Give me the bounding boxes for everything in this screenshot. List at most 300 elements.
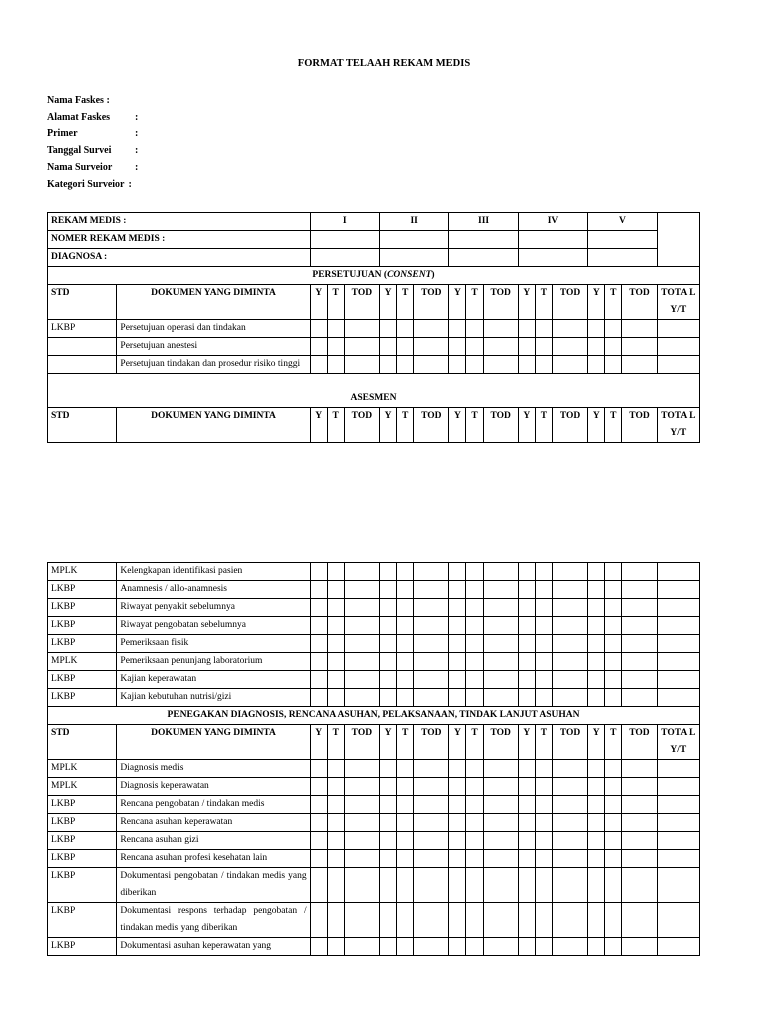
score-cell-y[interactable] [518, 689, 535, 707]
score-cell-t[interactable] [605, 850, 622, 868]
score-cell-y[interactable] [518, 850, 535, 868]
score-cell-y[interactable] [310, 635, 327, 653]
score-cell-y[interactable] [310, 599, 327, 617]
score-cell-t[interactable] [466, 356, 483, 374]
score-cell-y[interactable] [310, 938, 327, 956]
score-cell-t[interactable] [327, 868, 344, 903]
score-cell-tod[interactable] [622, 868, 657, 903]
score-cell-t[interactable] [327, 320, 344, 338]
score-cell-y[interactable] [310, 832, 327, 850]
score-cell-tod[interactable] [622, 760, 657, 778]
score-cell-tod[interactable] [483, 938, 518, 956]
score-cell-y[interactable] [310, 814, 327, 832]
score-cell-t[interactable] [466, 760, 483, 778]
score-cell-y[interactable] [379, 581, 396, 599]
score-cell-tod[interactable] [552, 320, 587, 338]
score-cell-y[interactable] [449, 671, 466, 689]
score-cell-y[interactable] [518, 320, 535, 338]
score-cell-t[interactable] [605, 617, 622, 635]
score-cell-t[interactable] [605, 868, 622, 903]
score-cell-y[interactable] [379, 689, 396, 707]
score-cell-y[interactable] [449, 320, 466, 338]
score-cell-t[interactable] [397, 635, 414, 653]
score-cell-y[interactable] [518, 653, 535, 671]
score-cell-y[interactable] [588, 832, 605, 850]
score-cell-t[interactable] [466, 563, 483, 581]
score-cell-y[interactable] [588, 760, 605, 778]
score-cell-y[interactable] [518, 868, 535, 903]
score-cell-t[interactable] [535, 320, 552, 338]
entry-cell[interactable] [449, 249, 518, 267]
score-cell-total[interactable] [657, 938, 699, 956]
score-cell-tod[interactable] [344, 599, 379, 617]
score-cell-y[interactable] [379, 814, 396, 832]
score-cell-y[interactable] [310, 760, 327, 778]
score-cell-tod[interactable] [414, 356, 449, 374]
score-cell-t[interactable] [327, 850, 344, 868]
score-cell-t[interactable] [327, 635, 344, 653]
score-cell-t[interactable] [605, 796, 622, 814]
entry-cell[interactable] [379, 249, 448, 267]
score-cell-t[interactable] [327, 563, 344, 581]
score-cell-y[interactable] [310, 903, 327, 938]
score-cell-y[interactable] [518, 635, 535, 653]
score-cell-tod[interactable] [344, 903, 379, 938]
score-cell-tod[interactable] [414, 689, 449, 707]
score-cell-t[interactable] [397, 938, 414, 956]
score-cell-tod[interactable] [622, 563, 657, 581]
score-cell-t[interactable] [397, 653, 414, 671]
score-cell-t[interactable] [535, 814, 552, 832]
score-cell-tod[interactable] [344, 796, 379, 814]
score-cell-t[interactable] [535, 689, 552, 707]
score-cell-tod[interactable] [483, 689, 518, 707]
score-cell-tod[interactable] [552, 599, 587, 617]
score-cell-y[interactable] [449, 814, 466, 832]
score-cell-t[interactable] [327, 814, 344, 832]
score-cell-t[interactable] [466, 796, 483, 814]
entry-cell[interactable] [518, 231, 587, 249]
score-cell-t[interactable] [535, 671, 552, 689]
score-cell-tod[interactable] [552, 689, 587, 707]
score-cell-tod[interactable] [414, 671, 449, 689]
score-cell-y[interactable] [379, 868, 396, 903]
score-cell-y[interactable] [449, 938, 466, 956]
score-cell-y[interactable] [518, 760, 535, 778]
score-cell-t[interactable] [605, 599, 622, 617]
score-cell-y[interactable] [379, 356, 396, 374]
score-cell-tod[interactable] [483, 832, 518, 850]
score-cell-t[interactable] [397, 617, 414, 635]
score-cell-tod[interactable] [414, 814, 449, 832]
score-cell-tod[interactable] [344, 581, 379, 599]
score-cell-t[interactable] [535, 581, 552, 599]
score-cell-y[interactable] [310, 689, 327, 707]
score-cell-tod[interactable] [622, 320, 657, 338]
score-cell-y[interactable] [379, 338, 396, 356]
score-cell-y[interactable] [588, 868, 605, 903]
score-cell-t[interactable] [327, 581, 344, 599]
score-cell-tod[interactable] [622, 599, 657, 617]
score-cell-t[interactable] [466, 689, 483, 707]
score-cell-t[interactable] [397, 599, 414, 617]
score-cell-tod[interactable] [344, 635, 379, 653]
score-cell-tod[interactable] [552, 617, 587, 635]
score-cell-tod[interactable] [344, 868, 379, 903]
score-cell-t[interactable] [397, 796, 414, 814]
score-cell-y[interactable] [449, 356, 466, 374]
score-cell-tod[interactable] [344, 938, 379, 956]
score-cell-tod[interactable] [552, 635, 587, 653]
score-cell-tod[interactable] [344, 563, 379, 581]
score-cell-tod[interactable] [344, 617, 379, 635]
score-cell-tod[interactable] [552, 832, 587, 850]
score-cell-y[interactable] [379, 671, 396, 689]
score-cell-tod[interactable] [622, 635, 657, 653]
score-cell-total[interactable] [657, 635, 699, 653]
score-cell-t[interactable] [397, 320, 414, 338]
score-cell-tod[interactable] [552, 868, 587, 903]
score-cell-y[interactable] [310, 563, 327, 581]
score-cell-t[interactable] [327, 356, 344, 374]
score-cell-tod[interactable] [414, 778, 449, 796]
score-cell-y[interactable] [588, 356, 605, 374]
score-cell-tod[interactable] [344, 653, 379, 671]
score-cell-tod[interactable] [552, 760, 587, 778]
score-cell-t[interactable] [397, 671, 414, 689]
score-cell-y[interactable] [588, 338, 605, 356]
score-cell-y[interactable] [310, 320, 327, 338]
score-cell-t[interactable] [327, 832, 344, 850]
score-cell-total[interactable] [657, 563, 699, 581]
score-cell-t[interactable] [605, 938, 622, 956]
score-cell-y[interactable] [310, 338, 327, 356]
score-cell-y[interactable] [310, 796, 327, 814]
score-cell-total[interactable] [657, 356, 699, 374]
score-cell-y[interactable] [379, 850, 396, 868]
score-cell-tod[interactable] [622, 796, 657, 814]
score-cell-total[interactable] [657, 653, 699, 671]
score-cell-y[interactable] [310, 850, 327, 868]
score-cell-total[interactable] [657, 832, 699, 850]
score-cell-y[interactable] [588, 796, 605, 814]
score-cell-t[interactable] [466, 635, 483, 653]
score-cell-total[interactable] [657, 868, 699, 903]
score-cell-tod[interactable] [483, 320, 518, 338]
score-cell-y[interactable] [449, 832, 466, 850]
entry-cell[interactable] [518, 249, 587, 267]
entry-cell[interactable] [588, 249, 657, 267]
score-cell-y[interactable] [588, 938, 605, 956]
score-cell-total[interactable] [657, 599, 699, 617]
score-cell-y[interactable] [449, 689, 466, 707]
score-cell-t[interactable] [605, 563, 622, 581]
score-cell-tod[interactable] [414, 868, 449, 903]
score-cell-t[interactable] [397, 356, 414, 374]
score-cell-t[interactable] [466, 868, 483, 903]
score-cell-y[interactable] [449, 850, 466, 868]
score-cell-t[interactable] [397, 832, 414, 850]
score-cell-t[interactable] [466, 850, 483, 868]
score-cell-tod[interactable] [622, 338, 657, 356]
score-cell-total[interactable] [657, 617, 699, 635]
score-cell-t[interactable] [605, 814, 622, 832]
score-cell-tod[interactable] [552, 903, 587, 938]
score-cell-t[interactable] [535, 338, 552, 356]
score-cell-t[interactable] [605, 653, 622, 671]
score-cell-tod[interactable] [483, 653, 518, 671]
score-cell-y[interactable] [379, 832, 396, 850]
score-cell-y[interactable] [449, 617, 466, 635]
score-cell-tod[interactable] [622, 671, 657, 689]
score-cell-tod[interactable] [483, 338, 518, 356]
score-cell-total[interactable] [657, 689, 699, 707]
score-cell-y[interactable] [310, 671, 327, 689]
score-cell-t[interactable] [397, 689, 414, 707]
score-cell-tod[interactable] [622, 689, 657, 707]
score-cell-t[interactable] [327, 689, 344, 707]
score-cell-t[interactable] [466, 338, 483, 356]
score-cell-y[interactable] [518, 903, 535, 938]
score-cell-t[interactable] [605, 320, 622, 338]
score-cell-t[interactable] [605, 338, 622, 356]
score-cell-y[interactable] [379, 653, 396, 671]
score-cell-tod[interactable] [552, 850, 587, 868]
score-cell-t[interactable] [397, 338, 414, 356]
score-cell-y[interactable] [518, 581, 535, 599]
score-cell-y[interactable] [518, 671, 535, 689]
score-cell-y[interactable] [449, 635, 466, 653]
score-cell-t[interactable] [605, 832, 622, 850]
score-cell-total[interactable] [657, 796, 699, 814]
score-cell-t[interactable] [327, 599, 344, 617]
score-cell-total[interactable] [657, 760, 699, 778]
score-cell-t[interactable] [535, 599, 552, 617]
score-cell-tod[interactable] [483, 635, 518, 653]
score-cell-tod[interactable] [622, 653, 657, 671]
score-cell-tod[interactable] [552, 671, 587, 689]
score-cell-y[interactable] [588, 653, 605, 671]
score-cell-y[interactable] [449, 599, 466, 617]
score-cell-tod[interactable] [483, 617, 518, 635]
score-cell-tod[interactable] [552, 796, 587, 814]
score-cell-t[interactable] [535, 653, 552, 671]
score-cell-y[interactable] [379, 938, 396, 956]
score-cell-tod[interactable] [483, 760, 518, 778]
score-cell-y[interactable] [379, 796, 396, 814]
score-cell-total[interactable] [657, 850, 699, 868]
score-cell-tod[interactable] [344, 671, 379, 689]
score-cell-t[interactable] [605, 635, 622, 653]
score-cell-t[interactable] [397, 814, 414, 832]
score-cell-y[interactable] [518, 778, 535, 796]
score-cell-y[interactable] [518, 338, 535, 356]
score-cell-y[interactable] [588, 903, 605, 938]
score-cell-tod[interactable] [622, 778, 657, 796]
entry-cell[interactable] [588, 231, 657, 249]
score-cell-tod[interactable] [483, 796, 518, 814]
score-cell-tod[interactable] [483, 356, 518, 374]
score-cell-y[interactable] [588, 320, 605, 338]
score-cell-tod[interactable] [414, 563, 449, 581]
score-cell-t[interactable] [397, 563, 414, 581]
score-cell-y[interactable] [588, 778, 605, 796]
score-cell-t[interactable] [327, 671, 344, 689]
score-cell-y[interactable] [518, 356, 535, 374]
score-cell-tod[interactable] [483, 778, 518, 796]
score-cell-t[interactable] [535, 903, 552, 938]
score-cell-t[interactable] [466, 778, 483, 796]
score-cell-y[interactable] [379, 563, 396, 581]
score-cell-y[interactable] [449, 796, 466, 814]
score-cell-y[interactable] [588, 635, 605, 653]
score-cell-t[interactable] [466, 832, 483, 850]
score-cell-y[interactable] [449, 338, 466, 356]
score-cell-tod[interactable] [344, 338, 379, 356]
score-cell-tod[interactable] [344, 689, 379, 707]
score-cell-t[interactable] [327, 338, 344, 356]
score-cell-tod[interactable] [414, 617, 449, 635]
score-cell-tod[interactable] [414, 796, 449, 814]
score-cell-y[interactable] [310, 778, 327, 796]
score-cell-t[interactable] [535, 563, 552, 581]
score-cell-total[interactable] [657, 338, 699, 356]
score-cell-y[interactable] [588, 581, 605, 599]
score-cell-t[interactable] [535, 617, 552, 635]
score-cell-total[interactable] [657, 814, 699, 832]
score-cell-tod[interactable] [414, 760, 449, 778]
score-cell-y[interactable] [310, 653, 327, 671]
score-cell-y[interactable] [379, 320, 396, 338]
entry-cell[interactable] [379, 231, 448, 249]
score-cell-t[interactable] [397, 903, 414, 938]
score-cell-tod[interactable] [552, 778, 587, 796]
score-cell-y[interactable] [518, 599, 535, 617]
score-cell-tod[interactable] [483, 563, 518, 581]
score-cell-y[interactable] [588, 671, 605, 689]
score-cell-t[interactable] [535, 938, 552, 956]
score-cell-tod[interactable] [483, 599, 518, 617]
score-cell-t[interactable] [397, 581, 414, 599]
score-cell-y[interactable] [588, 617, 605, 635]
score-cell-y[interactable] [518, 563, 535, 581]
score-cell-t[interactable] [605, 356, 622, 374]
score-cell-t[interactable] [535, 635, 552, 653]
score-cell-y[interactable] [379, 903, 396, 938]
score-cell-tod[interactable] [344, 356, 379, 374]
score-cell-tod[interactable] [414, 653, 449, 671]
score-cell-y[interactable] [379, 599, 396, 617]
score-cell-t[interactable] [466, 320, 483, 338]
score-cell-t[interactable] [466, 814, 483, 832]
score-cell-t[interactable] [397, 850, 414, 868]
entry-cell[interactable] [310, 249, 379, 267]
score-cell-tod[interactable] [483, 868, 518, 903]
score-cell-t[interactable] [466, 653, 483, 671]
score-cell-y[interactable] [588, 689, 605, 707]
score-cell-tod[interactable] [622, 814, 657, 832]
score-cell-total[interactable] [657, 671, 699, 689]
score-cell-y[interactable] [310, 581, 327, 599]
score-cell-tod[interactable] [414, 832, 449, 850]
score-cell-y[interactable] [449, 563, 466, 581]
score-cell-t[interactable] [535, 778, 552, 796]
score-cell-t[interactable] [466, 581, 483, 599]
score-cell-tod[interactable] [414, 338, 449, 356]
score-cell-t[interactable] [605, 581, 622, 599]
score-cell-y[interactable] [310, 868, 327, 903]
score-cell-t[interactable] [535, 868, 552, 903]
score-cell-t[interactable] [605, 671, 622, 689]
score-cell-t[interactable] [535, 760, 552, 778]
score-cell-y[interactable] [518, 814, 535, 832]
score-cell-t[interactable] [397, 868, 414, 903]
score-cell-y[interactable] [449, 778, 466, 796]
score-cell-tod[interactable] [552, 356, 587, 374]
score-cell-tod[interactable] [552, 938, 587, 956]
score-cell-y[interactable] [588, 563, 605, 581]
score-cell-t[interactable] [535, 832, 552, 850]
score-cell-y[interactable] [588, 814, 605, 832]
score-cell-t[interactable] [466, 617, 483, 635]
score-cell-tod[interactable] [414, 903, 449, 938]
score-cell-y[interactable] [310, 356, 327, 374]
score-cell-y[interactable] [449, 581, 466, 599]
score-cell-y[interactable] [379, 760, 396, 778]
score-cell-tod[interactable] [414, 635, 449, 653]
score-cell-t[interactable] [327, 796, 344, 814]
score-cell-tod[interactable] [622, 356, 657, 374]
score-cell-t[interactable] [397, 778, 414, 796]
score-cell-y[interactable] [588, 850, 605, 868]
score-cell-tod[interactable] [344, 832, 379, 850]
entry-cell[interactable] [449, 231, 518, 249]
score-cell-tod[interactable] [414, 938, 449, 956]
score-cell-t[interactable] [605, 903, 622, 938]
score-cell-tod[interactable] [552, 814, 587, 832]
score-cell-tod[interactable] [622, 850, 657, 868]
score-cell-y[interactable] [449, 760, 466, 778]
score-cell-t[interactable] [605, 760, 622, 778]
score-cell-tod[interactable] [552, 338, 587, 356]
score-cell-t[interactable] [327, 903, 344, 938]
score-cell-t[interactable] [397, 760, 414, 778]
score-cell-tod[interactable] [622, 938, 657, 956]
score-cell-tod[interactable] [483, 671, 518, 689]
score-cell-y[interactable] [518, 938, 535, 956]
score-cell-y[interactable] [379, 635, 396, 653]
score-cell-y[interactable] [379, 617, 396, 635]
score-cell-tod[interactable] [414, 850, 449, 868]
score-cell-t[interactable] [466, 599, 483, 617]
score-cell-tod[interactable] [414, 599, 449, 617]
score-cell-tod[interactable] [622, 617, 657, 635]
score-cell-t[interactable] [535, 796, 552, 814]
entry-cell[interactable] [310, 231, 379, 249]
score-cell-tod[interactable] [483, 581, 518, 599]
score-cell-t[interactable] [466, 671, 483, 689]
score-cell-y[interactable] [449, 653, 466, 671]
score-cell-y[interactable] [310, 617, 327, 635]
score-cell-tod[interactable] [622, 832, 657, 850]
score-cell-tod[interactable] [483, 903, 518, 938]
score-cell-tod[interactable] [552, 563, 587, 581]
score-cell-t[interactable] [327, 778, 344, 796]
score-cell-tod[interactable] [344, 814, 379, 832]
score-cell-tod[interactable] [483, 850, 518, 868]
score-cell-total[interactable] [657, 903, 699, 938]
score-cell-tod[interactable] [552, 581, 587, 599]
